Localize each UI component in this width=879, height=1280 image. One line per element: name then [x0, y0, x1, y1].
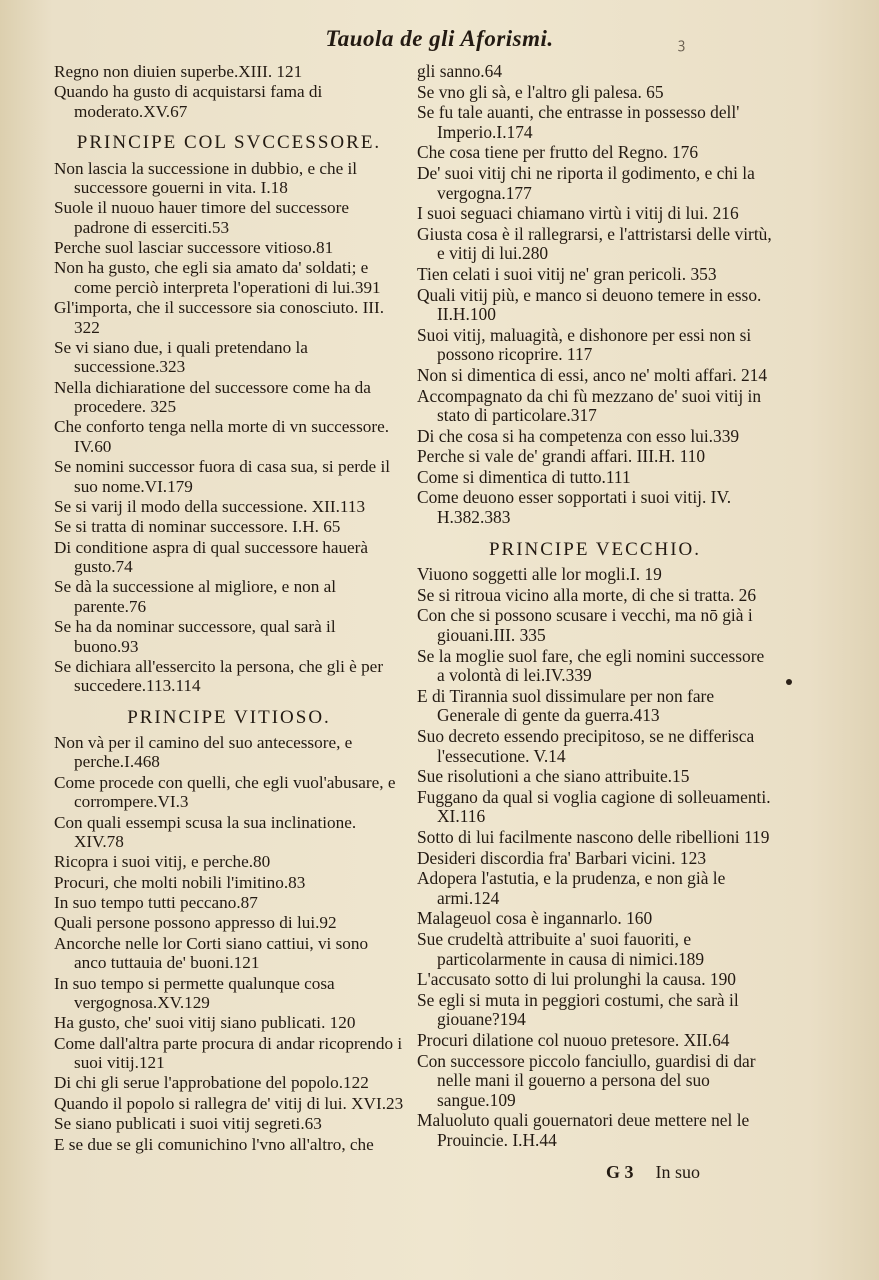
- index-entry: Sue risolutioni a che siano attribuite.15: [417, 766, 690, 787]
- index-entry: Se la moglie suol fare, che egli nomini successore a volontà di lei.IV.339: [417, 645, 765, 686]
- index-entry: De' suoi vitij chi ne riporta il godimento, e chi la vergogna.177: [417, 162, 755, 203]
- index-entry: Non ha gusto, che egli sia amato da' soldati; e come perciò interpreta l'operationi di lui.391: [54, 258, 381, 297]
- signature-mark: G 3: [606, 1162, 634, 1182]
- index-entry: Gl'importa, che il successore sia conosciuto. III. 322: [54, 298, 385, 337]
- index-entry: Malageuol cosa è ingannarlo. 160: [417, 908, 653, 929]
- index-entry: Maluoluto quali gouernatori deue mettere nel le Prouincie. I.H.44: [417, 1110, 750, 1150]
- page-footer: [606, 1162, 700, 1183]
- index-entry: Quando il popolo si rallegra de' vitij di lui. XVI.23: [54, 1093, 404, 1113]
- index-entry: Se si tratta di nominar successore. I.H. 65: [54, 517, 341, 537]
- index-entry: Di che cosa si ha competenza con esso lui.339: [417, 425, 740, 446]
- index-entry: Se dichiara all'essercito la persona, che gli è per succedere.113.114: [54, 656, 384, 696]
- index-entry: Quali persone possono appresso di lui.92: [54, 913, 337, 933]
- index-entry: E se due se gli comunichino l'vno all'altro, che: [54, 1134, 374, 1154]
- index-entry: Se siano publicati i suoi vitij segreti.63: [54, 1114, 322, 1134]
- index-entry: E di Tirannia suol dissimulare per non fare Generale di gente da guerra.413: [417, 685, 715, 726]
- margin-mark: ꝫ: [678, 37, 686, 52]
- index-entry: Se si ritroua vicino alla morte, di che si tratta. 26: [417, 584, 757, 605]
- index-entry: In suo tempo si permette qualunque cosa vergognosa.XV.129: [54, 973, 335, 1012]
- index-entry: Perche si vale de' grandi affari. III.H. 110: [417, 446, 706, 467]
- index-entry: Non và per il camino del suo antecessore, e perche.I.468: [54, 733, 353, 772]
- section-heading: PRINCIPE COL SVCCESSORE.: [76, 132, 382, 154]
- index-entry: Perche suol lasciar successore vitioso.81: [54, 238, 334, 257]
- index-entry: Come procede con quelli, che egli vuol'abusare, e corrompere.VI.3: [54, 772, 396, 812]
- index-entry: Sotto di lui facilmente nascono delle ribellioni 119: [417, 826, 770, 847]
- index-entry: Ricopra i suoi vitij, e perche.80: [54, 852, 271, 872]
- index-entry: Quali vitij più, e manco si deuono temere in esso. II.H.100: [417, 284, 762, 325]
- index-entry: Fuggano da qual si voglia cagione di solleuamenti. XI.116: [417, 786, 771, 827]
- index-entry: Regno non diuien superbe.XIII. 121: [54, 62, 303, 81]
- index-entry: Accompagnato da chi fù mezzano de' suoi vitij in stato di particolare.317: [417, 385, 762, 426]
- index-entry: Con che si possono scusare i vecchi, ma nō già i giouani.III. 335: [417, 605, 753, 646]
- index-entry: Se fu tale auanti, che entrasse in possesso dell' Imperio.I.174: [417, 102, 740, 142]
- index-entry: Procuri dilatione col nuouo pretesore. XII.64: [417, 1029, 730, 1050]
- index-entry: Non si dimentica di essi, anco ne' molti affari. 214: [417, 364, 768, 385]
- index-entry: Con successore piccolo fanciullo, guardisi di dar nelle mani il gouerno a persona del suo sangue.109: [417, 1050, 756, 1110]
- index-entry: Se egli si muta in peggiori costumi, che sarà il giouane?194: [417, 989, 739, 1030]
- index-entry: Adopera l'astutia, e la prudenza, e non già le armi.124: [417, 868, 726, 908]
- index-entry: Con quali essempi scusa la sua inclinatione. XIV.78: [54, 812, 357, 851]
- catchword: In suo: [655, 1162, 701, 1182]
- index-entry: Come deuono esser sopportati i suoi vitij. IV. H.382.383: [417, 487, 732, 528]
- section-heading: PRINCIPE VECCHIO.: [488, 538, 702, 560]
- index-entry: Che conforto tenga nella morte di vn successore. IV.60: [54, 417, 390, 456]
- index-entry: Se si varij il modo della successione. XII.113: [54, 496, 366, 516]
- index-entry: Quando ha gusto di acquistarsi fama di moderato.XV.67: [54, 82, 323, 121]
- index-entry: Di chi gli serue l'approbatione del popolo.122: [54, 1073, 369, 1093]
- index-entry: Tien celati i suoi vitij ne' gran pericoli. 353: [417, 263, 717, 284]
- index-entry: Se vi siano due, i quali pretendano la successione.323: [54, 337, 308, 377]
- left-column: [54, 62, 404, 1155]
- index-entry: Nella dichiaratione del successore come ha da procedere. 325: [54, 377, 371, 416]
- index-entry: Se nomini successor fuora di casa sua, si perde il suo nome.VI.179: [54, 457, 391, 496]
- index-entry: L'accusato sotto di lui prolunghi la causa. 190: [417, 969, 736, 990]
- index-entry: Desideri discordia fra' Barbari vicini. 123: [417, 847, 707, 868]
- running-head: Tauola de gli Aforismi.: [325, 26, 554, 51]
- index-entry: I suoi seguaci chiamano virtù i vitij di lui. 216: [417, 203, 739, 224]
- section-heading: PRINCIPE VITIOSO.: [127, 706, 331, 728]
- index-entry: Come dall'altra parte procura di andar ricoprendo i suoi vitij.121: [54, 1033, 403, 1072]
- index-entry: Se ha da nominar successore, qual sarà il buono.93: [54, 617, 336, 656]
- index-entry: Suo decreto essendo precipitoso, se ne differisca l'essecutione. V.14: [417, 726, 755, 766]
- index-entry: Come si dimentica di tutto.111: [417, 466, 631, 487]
- ink-spot: [786, 679, 792, 685]
- index-entry: Suoi vitij, maluagità, e dishonore per essi non si possono ricoprire. 117: [417, 324, 752, 365]
- index-entry: Suole il nuouo hauer timore del successore padrone di esserciti.53: [54, 198, 349, 237]
- index-entry: In suo tempo tutti peccano.87: [54, 893, 258, 912]
- index-entry: Se dà la successione al migliore, e non al parente.76: [54, 577, 337, 616]
- index-entry: Giusta cosa è il rallegrarsi, e l'attristarsi delle virtù, e vitij di lui.280: [417, 223, 772, 264]
- index-entry: Di conditione aspra di qual successore hauerà gusto.74: [54, 537, 369, 576]
- index-entry: Ha gusto, che' suoi vitij siano publicati. 120: [54, 1013, 356, 1033]
- index-entry: Ancorche nelle lor Corti siano cattiui, vi sono anco tuttauia de' buoni.121: [54, 933, 369, 973]
- index-entry: gli sanno.64: [417, 61, 503, 81]
- index-entry: Non lascia la successione in dubbio, e che il successore gouerni in vita. I.18: [54, 158, 358, 197]
- right-column: [417, 62, 773, 1151]
- index-entry: Viuono soggetti alle lor mogli.I. 19: [417, 564, 662, 585]
- index-entry: Procuri, che molti nobili l'imitino.83: [54, 872, 306, 892]
- index-entry: Sue crudeltà attribuite a' suoi fauoriti, e particolarmente in causa di nimici.189: [417, 928, 705, 969]
- index-entry: Se vno gli sà, e l'altro gli palesa. 65: [417, 81, 664, 102]
- index-entry: Che cosa tiene per frutto del Regno. 176: [417, 142, 699, 163]
